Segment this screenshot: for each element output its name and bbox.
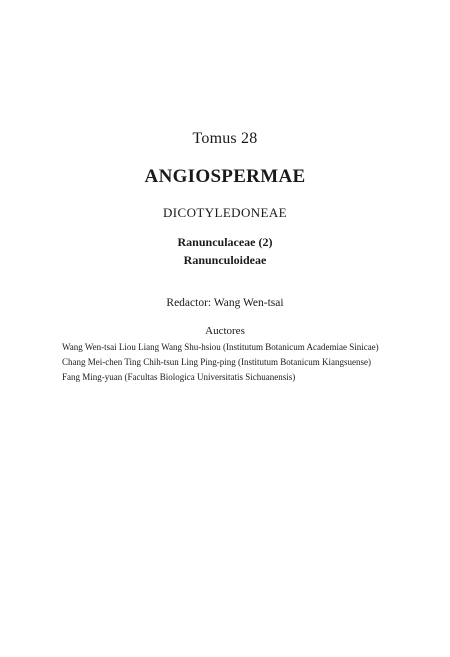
author-line: Wang Wen-tsai Liou Liang Wang Shu-hsiou (Institutum Botanicum Academiae Sinicae) <box>62 342 379 352</box>
author-line: Fang Ming-yuan (Facultas Biologica Universitatis Sichuanensis) <box>62 372 296 382</box>
subfamily-heading: Ranunculoideae <box>183 253 267 267</box>
author-line: Chang Mei-chen Ting Chih-tsun Ling Ping-ping (Institutum Botanicum Kiangsuense) <box>62 357 371 367</box>
auctores-heading: Auctores <box>205 325 245 337</box>
family-heading: Ranunculaceae (2) <box>177 235 273 249</box>
subclass-heading: DICOTYLEDONEAE <box>162 205 288 220</box>
redactor-line: Redactor: Wang Wen-tsai <box>166 297 284 309</box>
page-title: ANGIOSPERMAE <box>144 166 306 187</box>
volume-number: Tomus 28 <box>192 130 258 147</box>
authors-list <box>62 340 402 385</box>
